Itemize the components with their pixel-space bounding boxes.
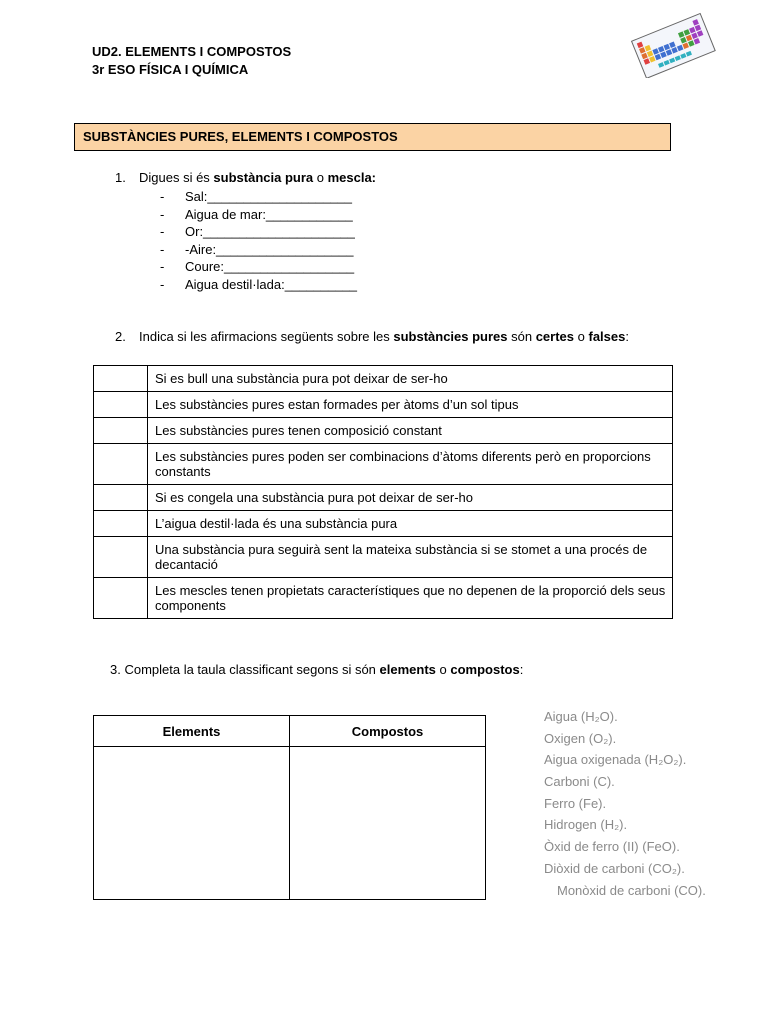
answer-cell[interactable] <box>94 537 148 578</box>
list-item: Diòxid de carboni (CO₂). <box>544 860 685 876</box>
answer-cell[interactable] <box>94 392 148 418</box>
question-2-number: 2. <box>115 329 126 344</box>
table-row <box>94 511 673 537</box>
list-item: Oxigen (O₂). <box>544 730 617 746</box>
table-row <box>94 578 673 619</box>
list-item: Òxid de ferro (II) (FeO). <box>544 839 680 855</box>
list-item[interactable]: - Sal:____________________ <box>160 189 353 204</box>
course-subtitle: 3r ESO FÍSICA I QUÍMICA <box>92 62 249 77</box>
list-item: Aigua oxigenada (H₂O₂). <box>544 752 687 768</box>
list-item: Monòxid de carboni (CO). <box>557 882 706 898</box>
question-2: 2. Indica si les afirmacions següents sobre les substàncies pures són certes o falses: <box>115 329 629 344</box>
table-row <box>94 392 673 418</box>
elements-answer-cell[interactable] <box>94 747 290 900</box>
elements-header: Elements <box>94 716 290 747</box>
document-title: UD2. ELEMENTS I COMPOSTOS <box>92 44 292 59</box>
true-false-table <box>93 365 673 619</box>
statement-cell: Si es congela una substància pura pot deixar de ser-ho <box>148 485 673 511</box>
statement-cell: Les substàncies pures estan formades per àtoms d’un sol tipus <box>148 392 673 418</box>
periodic-table-icon <box>630 12 716 78</box>
statement-cell: L’aigua destil·lada és una substància pura <box>148 511 673 537</box>
compostos-answer-cell[interactable] <box>290 747 486 900</box>
table-row <box>94 485 673 511</box>
substance-list <box>544 706 706 901</box>
list-item[interactable]: - Aigua destil·lada:__________ <box>160 276 358 292</box>
list-item: Ferro (Fe). <box>544 795 607 811</box>
statement-cell: Les substàncies pures tenen composició constant <box>148 418 673 444</box>
table-row <box>94 537 673 578</box>
section-title: SUBSTÀNCIES PURES, ELEMENTS I COMPOSTOS <box>74 123 671 151</box>
statement-cell: Si es bull una substància pura pot deixar de ser-ho <box>148 366 673 392</box>
list-item: Hidrogen (H₂). <box>544 817 628 833</box>
list-item[interactable]: - Coure:__________________ <box>160 259 355 275</box>
statement-cell: Les mescles tenen propietats característiques que no depenen de la proporció dels seus components <box>148 578 673 619</box>
answer-cell[interactable] <box>94 511 148 537</box>
classification-table <box>93 715 486 900</box>
table-row <box>94 366 673 392</box>
question-1-list <box>160 188 357 294</box>
answer-cell[interactable] <box>94 485 148 511</box>
table-row <box>94 418 673 444</box>
list-item[interactable]: - -Aire:___________________ <box>160 241 354 257</box>
list-item: Aigua (H₂O). <box>544 709 618 724</box>
compostos-header: Compostos <box>290 716 486 747</box>
answer-cell[interactable] <box>94 366 148 392</box>
answer-cell[interactable] <box>94 578 148 619</box>
question-1-number: 1. <box>115 170 126 185</box>
list-item[interactable]: - Or:_____________________ <box>160 224 355 240</box>
answer-cell[interactable] <box>94 444 148 485</box>
question-3: 3. Completa la taula classificant segons si són elements o compostos: <box>110 662 524 677</box>
statement-cell: Una substància pura seguirà sent la mateixa substància si se stomet a una procés de decantació <box>148 537 673 578</box>
table-row <box>94 444 673 485</box>
answer-cell[interactable] <box>94 418 148 444</box>
list-item[interactable]: - Aigua de mar:____________ <box>160 206 353 222</box>
statement-cell: Les substàncies pures poden ser combinacions d’àtoms diferents però en proporcions constants <box>148 444 673 485</box>
list-item: Carboni (C). <box>544 774 615 790</box>
question-1: 1. Digues si és substància pura o mescla: <box>115 170 377 185</box>
